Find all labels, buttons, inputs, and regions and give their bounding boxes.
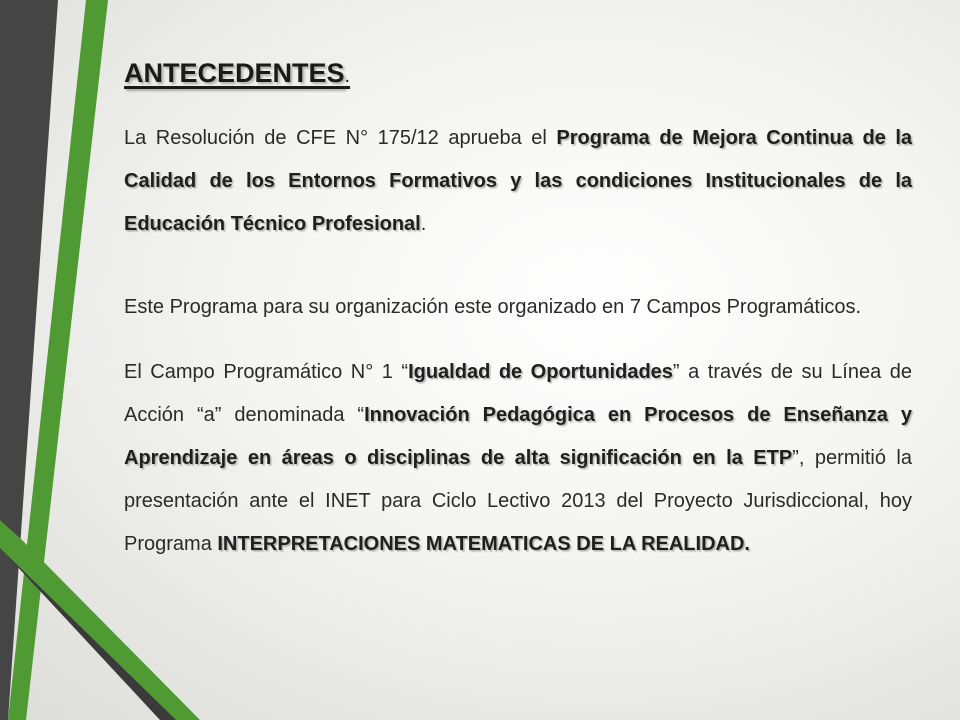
bold-text: Igualdad de Oportunidades	[408, 361, 673, 383]
text-segment: .	[420, 213, 427, 235]
text-segment: Este Programa para su organización este organizado en 7 Campos Programáticos.	[124, 296, 862, 318]
bold-text: Programa de Mejora Continua de la Calidad de los Entornos Formativos y las condiciones Institucionales de la Educación Técnico Profesional	[124, 127, 913, 235]
text-segment: ” a través de su Línea de Acción “a” denominada “	[124, 361, 913, 426]
slide-title: ANTECEDENTES.	[124, 58, 351, 88]
paragraph-campos	[124, 286, 912, 329]
paragraph-campo-1	[124, 351, 912, 566]
bold-text: Innovación Pedagógica en Procesos de Enseñanza y Aprendizaje en áreas o disciplinas de alta significación en la ETP	[124, 404, 912, 469]
slide-content	[124, 58, 912, 566]
text-segment: El Campo Programático N° 1 “	[124, 361, 409, 383]
text-segment: ”, permitió la presentación ante el INET para Ciclo Lectivo 2013 del Proyecto Jurisdiccional, hoy Programa	[124, 447, 912, 555]
bold-text: INTERPRETACIONES MATEMATICAS DE LA REALIDAD.	[217, 533, 750, 555]
paragraph-resolucion	[124, 117, 912, 246]
text-segment: La Resolución de CFE N° 175/12 aprueba el	[124, 127, 557, 149]
